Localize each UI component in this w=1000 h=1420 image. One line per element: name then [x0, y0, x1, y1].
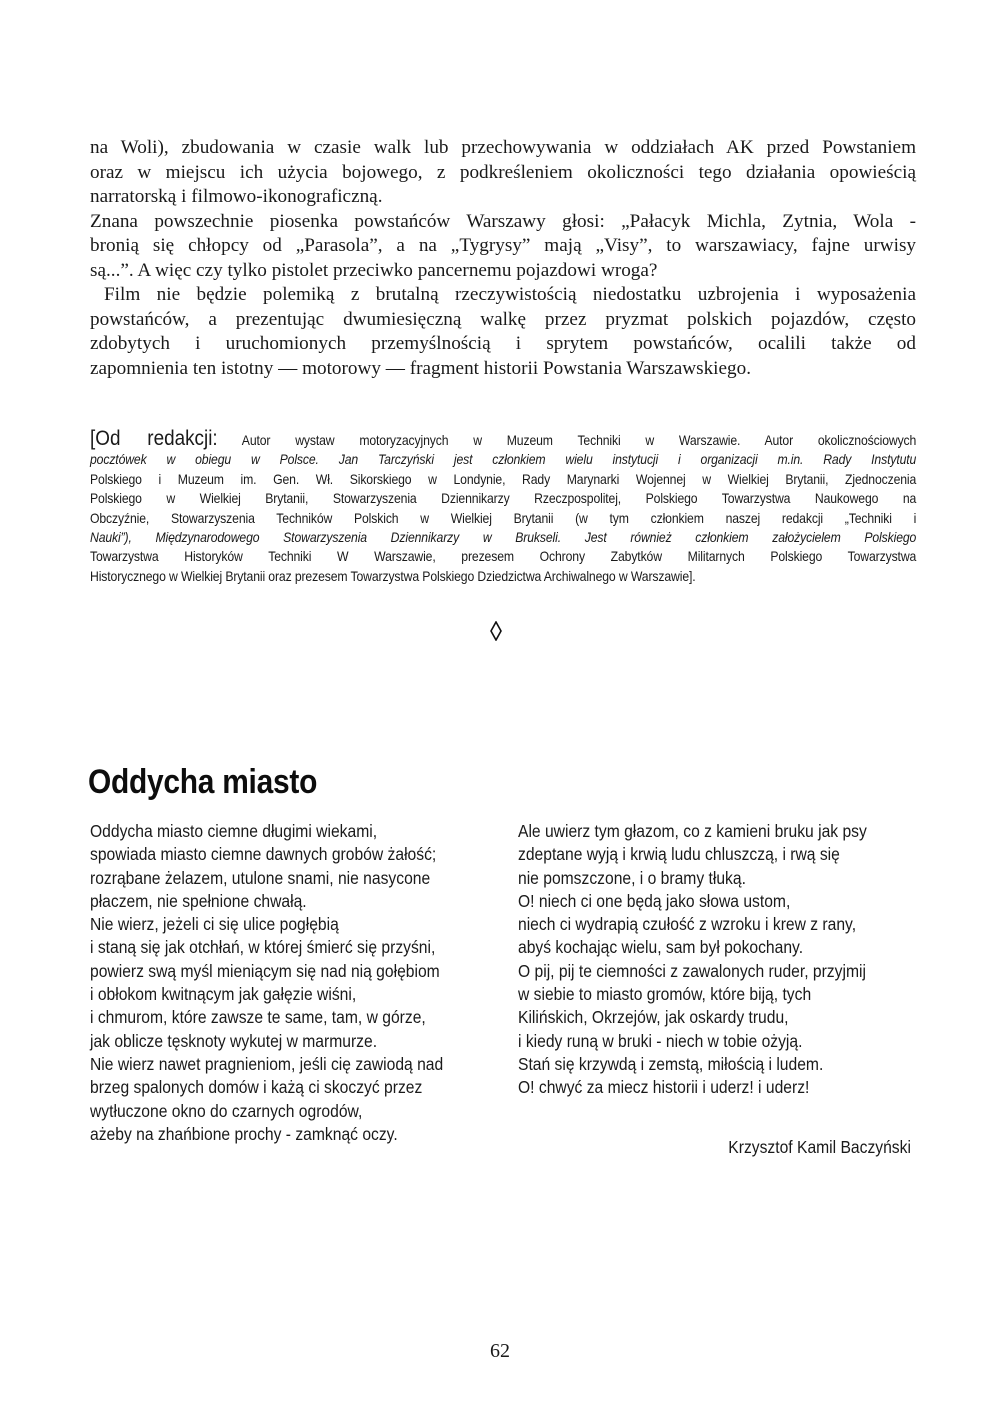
poem-verse: w siebie to miasto gromów, które biją, tych	[518, 984, 812, 1005]
poem-verse: i kiedy runą w bruki - niech w tobie ożyją.	[518, 1030, 803, 1051]
poem-verse: niech ci wydrapią czułość z wzroku i krew z rany,	[518, 914, 857, 935]
editorial-line: pocztówek w obiegu w Polsce. Jan Tarczyński jest członkiem wielu instytucji i organizacji m.in. Rady Instytutu	[90, 452, 917, 468]
article-line: zdobytych i uruchomionych przemyślnością i sprytem powstańców, ocalili także od	[90, 333, 916, 354]
article-line: Znana powszechnie piosenka powstańców Warszawy głosi: „Pałacyk Michla, Zytnia, Wola -	[90, 210, 916, 232]
poem-verse: Stań się krzywdą i zemstą, miłością i ludem.	[518, 1053, 824, 1074]
poem-verse: O! chwyć za miecz historii i uderz! i uderz!	[518, 1077, 810, 1098]
editorial-line: Polskiego w Wielkiej Brytanii, Stowarzyszenia Dziennikarzy Rzeczpospolitej, Polskiego Towarzystwa Naukowego na	[90, 491, 917, 507]
editorial-text: Autor wystaw motoryzacyjnych w Muzeum Techniki w Warszawie. Autor okolicznościowych	[217, 433, 917, 448]
poem-verse: brzeg spalonych domów i każą ci skoczyć przez	[90, 1077, 423, 1098]
editorial-note	[90, 429, 916, 586]
poem-verse: i obłokom kwitnącym jak gałęzie wiśni,	[90, 984, 357, 1005]
poem-verse: spowiada miasto ciemne dawnych grobów żałość;	[90, 844, 437, 865]
poem-verse: Nie wierz, jeżeli ci się ulice pogłębią	[90, 914, 339, 935]
poem-verse: rozrąbane żelazem, utulone snami, nie nasycone	[90, 867, 431, 888]
article-line: oraz w miejscu ich użycia bojowego, z podkreśleniem okoliczności tego działania opowieścią	[90, 161, 916, 183]
poem-verse: jak oblicze tęsknoty wykutej w marmurze.	[90, 1030, 378, 1051]
poem-verse: Nie wierz nawet pragnieniom, jeśli cię zawiodą nad	[90, 1053, 444, 1074]
poem-verse: i chmurom, które zawsze te same, tam, w górze,	[90, 1007, 426, 1028]
poem-verse: płaczem, nie spełnione chwałą.	[90, 890, 307, 911]
page-number: 62	[490, 1340, 510, 1362]
editorial-line	[90, 429, 916, 450]
article-line: powstańców, a prezentując dwumiesięczną walkę przez pryzmat polskich pojazdów, często	[90, 308, 916, 330]
poem-verse: nie pomszczone, i o bramy tłuką.	[518, 867, 746, 888]
poem-verse: Oddycha miasto ciemne długimi wiekami,	[90, 821, 378, 841]
editorial-line: Polskiego i Muzeum im. Gen. Wł. Sikorskiego w Londynie, Rady Marynarki Wojennej w Wielkiej Brytanii, Zjednoczenia	[90, 471, 917, 487]
poem-verse: Kilińskich, Okrzejów, jak oskardy trudu,	[518, 1007, 789, 1028]
poem-verse: zdeptane wyją i krwią ludu chluszczą, i rwą się	[518, 844, 840, 865]
poem-verse: Ale uwierz tym głazom, co z kamieni bruku jak psy	[518, 821, 867, 841]
poem-author: Krzysztof Kamil Baczyński	[728, 1137, 911, 1157]
poem-right-column	[518, 820, 867, 1100]
article-line: na Woli), zbudowania w czasie walk lub przechowywania w oddziałach AK przed Powstaniem	[90, 137, 916, 158]
lozenge-icon	[489, 621, 503, 641]
lozenge-icon-shape	[489, 621, 503, 641]
poem-verse: wytłuczone okno do czarnych ogrodów,	[90, 1100, 363, 1121]
poem-left-column	[90, 820, 443, 1146]
article-line: bronią się chłopcy od „Parasola”, a na „Tygrysy” mają „Visy”, to warszawiacy, fajne urwisy	[90, 235, 916, 256]
article-line: zapomnienia ten istotny — motorowy — fragment historii Powstania Warszawskiego.	[90, 357, 752, 379]
editorial-lead: [Od redakcji:	[90, 427, 218, 450]
poem-verse: O! niech ci one będą jako słowa ustom,	[518, 890, 791, 911]
editorial-line: Obczyźnie, Stowarzyszenia Techników Polskich w Wielkiej Brytanii (w tym członkiem naszej redakcji „Techniki i	[90, 510, 917, 526]
poem-verse: abyś kochając wielu, sam był pokochany.	[518, 937, 804, 958]
poem-verse: powierz swą myśl mieniącym się nad nią gołębiom	[90, 960, 440, 981]
article-line: są...”. A więc czy tylko pistolet przeciwko pancernemu pojazdowi wroga?	[90, 259, 658, 281]
poem-verse: i staną się jak otchłań, w której śmierć się przyśni,	[90, 937, 436, 958]
poem-verse: O pij, pij te ciemności z zawalonych ruder, przyjmij	[518, 960, 866, 981]
poem-title: Oddycha miasto	[88, 763, 318, 801]
article-line: Film nie będzie polemiką z brutalną rzeczywistością niedostatku uzbrojenia i wyposażenia	[104, 284, 916, 305]
editorial-line: Towarzystwa Historyków Techniki W Warszawie, prezesem Ochrony Zabytków Militarnych Polskiego Towarzystwa	[90, 549, 917, 565]
poem-verse: ażeby na zhańbione prochy - zamknąć oczy.	[90, 1123, 398, 1144]
article-body	[90, 136, 916, 381]
editorial-line: Nauki”), Międzynarodowego Stowarzyszenia Dziennikarzy w Brukseli. Jest również członkiem założycielem Polskiego	[90, 530, 917, 546]
editorial-line: Historycznego w Wielkiej Brytanii oraz prezesem Towarzystwa Polskiego Dziedzictwa Archiwalnego w Warszawie].	[90, 568, 696, 584]
article-line: narratorską i filmowo-ikonograficzną.	[90, 186, 383, 207]
